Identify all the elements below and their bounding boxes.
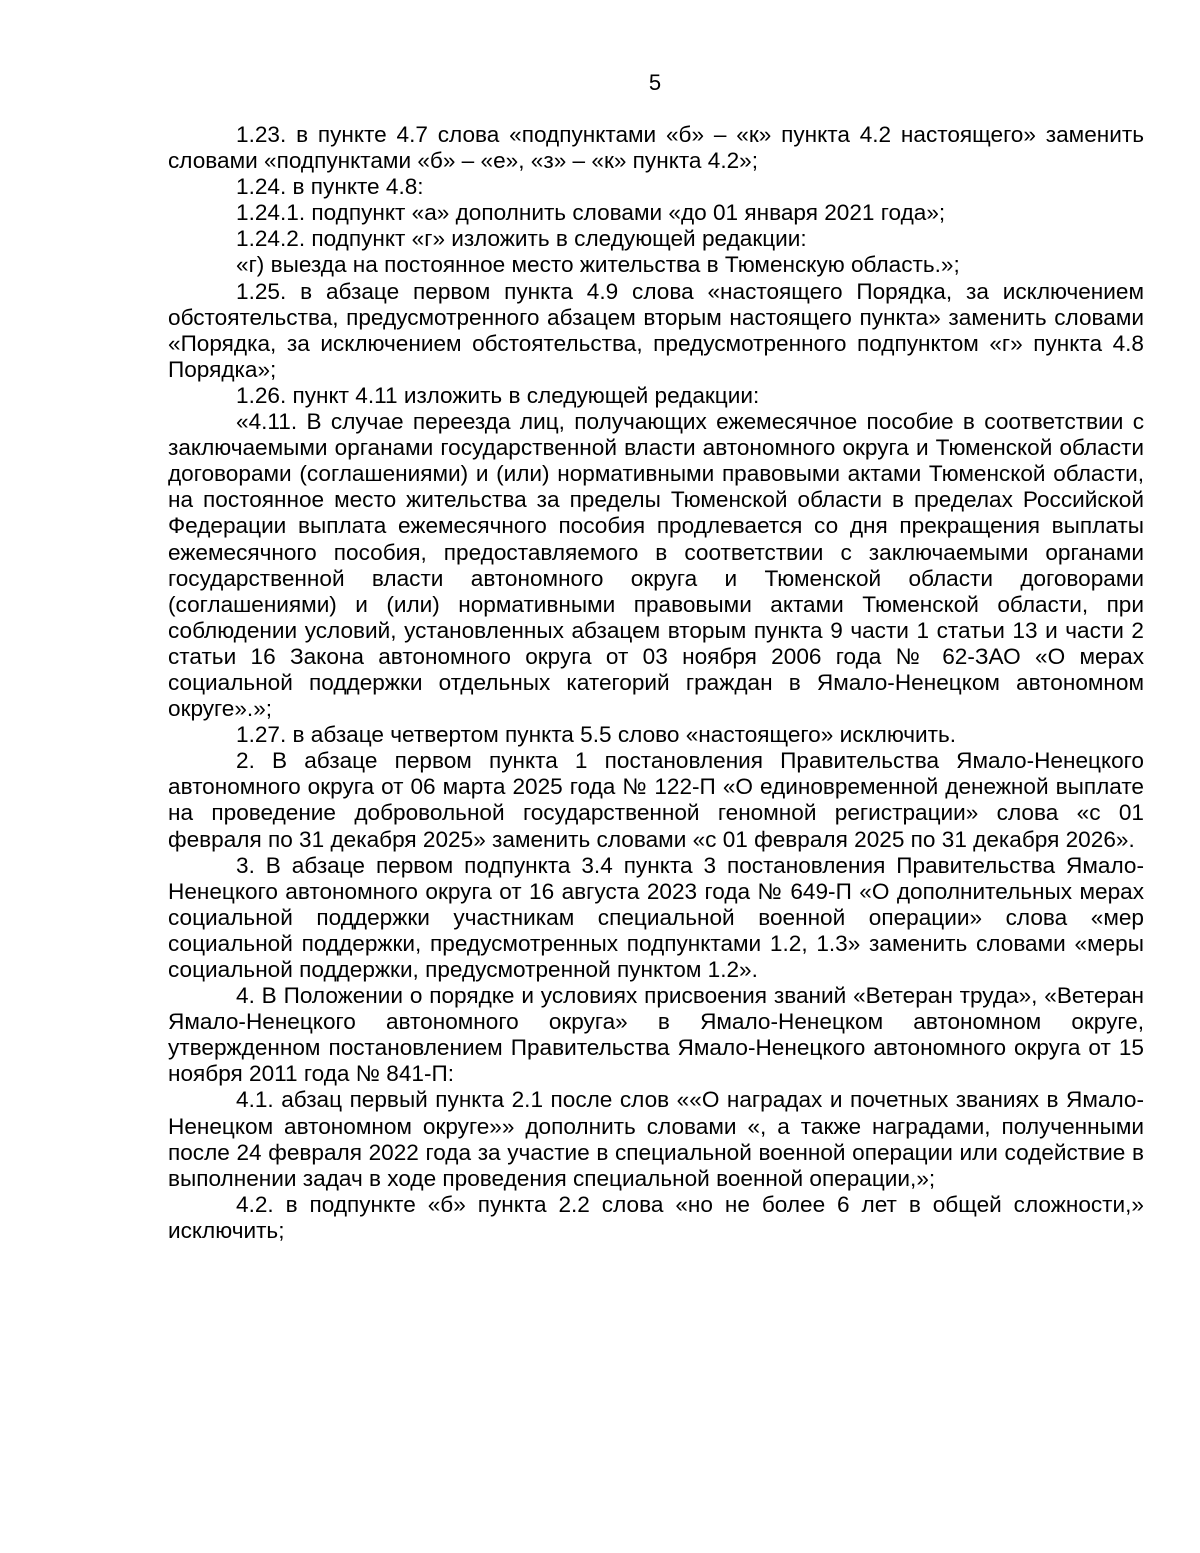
paragraph-1-26: 1.26. пункт 4.11 изложить в следующей редакции: xyxy=(236,382,760,408)
paragraph-1-24-1: 1.24.1. подпункт «а» дополнить словами «до 01 января 2021 года»; xyxy=(236,200,946,226)
paragraph-quote-g: «г) выезда на постоянное место жительства в Тюменскую область.»; xyxy=(236,252,960,278)
paragraph-2: 2. В абзаце первом пункта 1 постановления Правительства Ямало-Ненецкого автономного округа от 06 марта 2025 года № 122-П «О единовременной денежной выплате на проведение добровольной государственной геномной регистрации» слова «с 01 февраля по 31 декабря 2025» заменить словами «с 01 февраля 2025 по 31 декабря 2026». xyxy=(168,748,1144,852)
paragraph-1-24-2: 1.24.2. подпункт «г» изложить в следующей редакции: xyxy=(236,226,807,252)
paragraph-4-2: 4.2. в подпункте «б» пункта 2.2 слова «но не более 6 лет в общей сложности,» исключить; xyxy=(168,1191,1144,1243)
paragraph-1-23: 1.23. в пункте 4.7 слова «подпунктами «б» – «к» пункта 4.2 настоящего» заменить словами «подпунктами «б» – «е», «з» – «к» пункта 4.2»; xyxy=(168,122,1144,174)
paragraph-3: 3. В абзаце первом подпункта 3.4 пункта 3 постановления Правительства Ямало-Ненецкого автономного округа от 16 августа 2023 года № 649-П «О дополнительных мерах социальной поддержки участникам специальной военной операции» слова «мер социальной поддержки, предусмотренных подпунктами 1.2, 1.3» заменить словами «меры социальной поддержки, предусмотренной пунктом 1.2». xyxy=(168,852,1144,982)
paragraph-1-24: 1.24. в пункте 4.8: xyxy=(236,174,424,200)
page-number: 5 xyxy=(648,70,662,95)
paragraph-1-25: 1.25. в абзаце первом пункта 4.9 слова «настоящего Порядка, за исключением обстоятельства, предусмотренного абзацем вторым настоящего пункта» заменить словами «Порядка, за исключением обстоятельства, предусмотренного подпунктом «г» пункта 4.8 Порядка»; xyxy=(168,278,1144,382)
paragraph-4: 4. В Положении о порядке и условиях присвоения званий «Ветеран труда», «Ветеран Ямало-Ненецкого автономного округа» в Ямало-Ненецком автономном округе, утвержденном постановлением Правительства Ямало-Ненецкого автономного округа от 15 ноября 2011 года № 841-П: xyxy=(168,983,1144,1087)
document-body xyxy=(168,122,1144,1244)
paragraph-1-27: 1.27. в абзаце четвертом пункта 5.5 слово «настоящего» исключить. xyxy=(236,722,957,748)
paragraph-4-1: 4.1. абзац первый пункта 2.1 после слов ««О наградах и почетных званиях в Ямало-Ненецком автономном округе»» дополнить словами «, а также наградами, полученными после 24 февраля 2022 года за участие в специальной военной операции или содействие в выполнении задач в ходе проведения специальной военной операции,»; xyxy=(168,1087,1144,1191)
paragraph-quote-4-11: «4.11. В случае переезда лиц, получающих ежемесячное пособие в соответствии с заключаемыми органами государственной власти автономного округа и Тюменской области договорами (соглашениями) и (или) нормативными правовыми актами Тюменской области, на постоянное место жительства за пределы Тюменской области в пределах Российской Федерации выплата ежемесячного пособия продлевается со дня прекращения выплаты ежемесячного пособия, предоставляемого в соответствии с заключаемыми органами государственной власти автономного округа и Тюменской области договорами (соглашениями) и (или) нормативными правовыми актами Тюменской области, при соблюдении условий, установленных абзацем вторым пункта 9 части 1 статьи 13 и части 2 статьи 16 Закона автономного округа от 03 ноября 2006 года № 62-ЗАО «О мерах социальной поддержки отдельных категорий граждан в Ямало-Ненецком автономном округе».»; xyxy=(168,409,1144,722)
